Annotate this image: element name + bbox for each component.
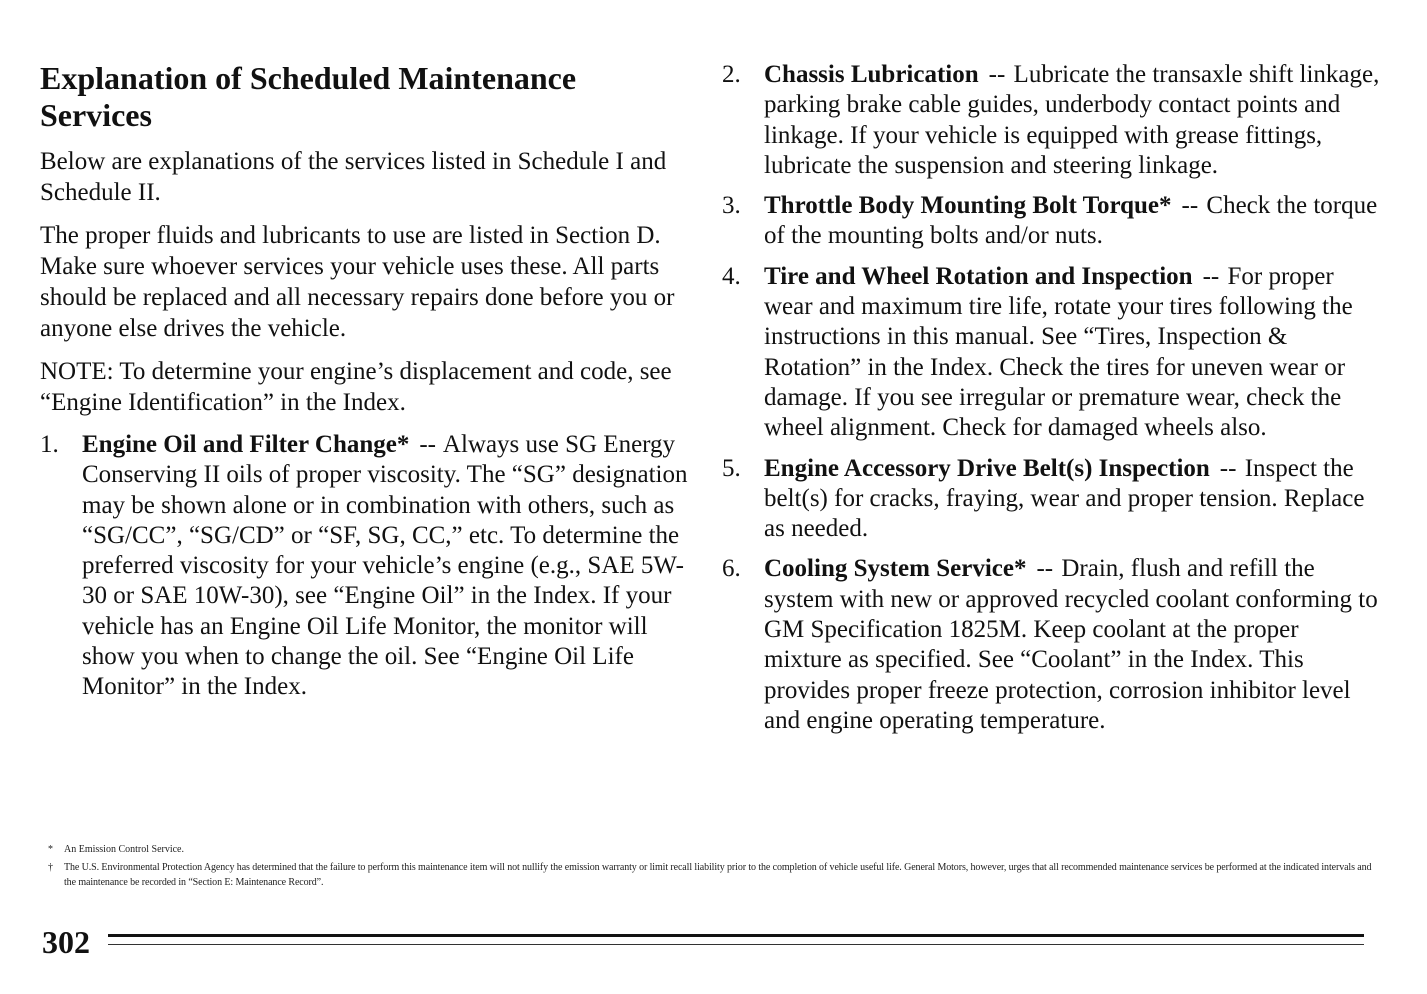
footnote-text: The U.S. Environmental Protection Agency has determined that the failure to perform this maintenance item will not nullify the emission warranty or limit recall liability prior to the completion of vehicle useful life. General Motors, however, urges that all recommended maintenance services be performed at the indicated intervals and the maintenance be recorded in “Section E: Maintenance Record”. (64, 862, 1372, 888)
item-separator: -- (1219, 454, 1237, 482)
service-item-cooling-system (722, 554, 1382, 736)
item-heading: Tire and Wheel Rotation and Inspection (764, 262, 1193, 290)
right-column (722, 60, 1382, 746)
item-text: Drain, flush and refill the system with new or approved recycled coolant conforming to GM Specification 1825M. Keep coolant at the proper mixture as specified. See “Coolant” in the Index. This provides proper freeze protection, corrosion inhibitor level and engine operating temperature. (764, 555, 1378, 734)
item-heading: Throttle Body Mounting Bolt Torque* (764, 192, 1172, 220)
item-text: Check the torque of the mounting bolts and/or nuts. (764, 192, 1378, 250)
footnotes (48, 842, 1378, 890)
service-item-tire-rotation (722, 262, 1382, 444)
service-list-left (40, 430, 690, 703)
item-number: 6. (722, 555, 741, 583)
page-number: 302 (42, 924, 90, 960)
item-heading: Engine Accessory Drive Belt(s) Inspection (764, 454, 1210, 482)
item-text: For proper wear and maximum tire life, rotate your tires following the instructions in this manual. See “Tires, Inspection & Rotation” in the Index. Check the tires for uneven wear or damage. If you see irregular or premature wear, check the wheel alignment. Check for damaged wheels also. (764, 262, 1353, 442)
item-heading: Chassis Lubrication (764, 61, 979, 88)
item-separator: -- (1181, 192, 1199, 220)
page-footer (42, 920, 1364, 970)
section-title: Explanation of Scheduled Maintenance Services (40, 60, 577, 133)
fluids-paragraph: The proper fluids and lubricants to use are listed in Section D. Make sure whoever services your vehicle uses these. All parts should be replaced and all necessary repairs done before you or anyone else drives the vehicle. (40, 222, 675, 342)
item-heading: Engine Oil and Filter Change* (82, 431, 410, 458)
service-item-throttle-body (722, 191, 1382, 252)
item-text: Inspect the belt(s) for cracks, fraying, wear and proper tension. Replace as needed. (764, 454, 1365, 543)
intro-paragraph: Below are explanations of the services listed in Schedule I and Schedule II. (40, 148, 667, 206)
item-heading: Cooling System Service* (764, 555, 1027, 583)
item-text: Always use SG Energy Conserving II oils of proper viscosity. The “SG” designation may be shown alone or in combination with others, such as “SG/CC”, “SG/CD” or “SF, SG, CC,” etc. To determine the preferred viscosity for your vehicle’s engine (e.g., SAE 5W-30 or SAE 10W-30), see “Engine Oil” in the Index. If your vehicle has an Engine Oil Life Monitor, the monitor will show you when to change the oil. See “Engine Oil Life Monitor” in the Index. (82, 431, 688, 701)
service-item-drive-belt (722, 454, 1382, 545)
asterisk-icon: * (48, 844, 53, 855)
footer-rule-thick (108, 934, 1364, 937)
item-number: 4. (722, 262, 741, 290)
item-separator: -- (988, 61, 1006, 88)
item-number: 3. (722, 192, 741, 220)
note-paragraph: NOTE: To determine your engine’s displacement and code, see “Engine Identification” in the Index. (40, 358, 672, 416)
item-number: 5. (722, 454, 741, 482)
item-separator: -- (419, 431, 437, 458)
service-item-engine-oil (40, 430, 690, 703)
item-number: 2. (722, 61, 741, 88)
item-text: Lubricate the transaxle shift linkage, parking brake cable guides, underbody contact points and linkage. If your vehicle is equipped with grease fittings, lubricate the suspension and steering linkage. (764, 61, 1380, 179)
footnote-emission (48, 842, 1378, 857)
left-column (40, 60, 690, 713)
footer-rule-thin (108, 944, 1364, 945)
dagger-icon: † (48, 862, 53, 873)
item-separator: -- (1036, 555, 1054, 583)
service-item-chassis-lubrication (722, 60, 1382, 181)
footnote-epa (48, 860, 1378, 890)
item-separator: -- (1202, 262, 1220, 290)
footnote-text: An Emission Control Service. (64, 844, 184, 855)
item-number: 1. (40, 431, 59, 458)
service-list-right (722, 60, 1382, 736)
